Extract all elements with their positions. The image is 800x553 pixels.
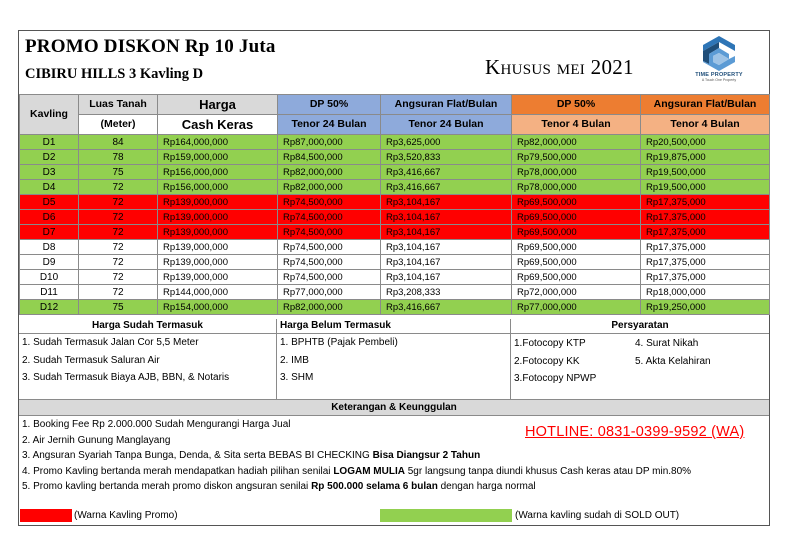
cell-harga: Rp139,000,000 — [158, 195, 278, 210]
cell-harga: Rp139,000,000 — [158, 255, 278, 270]
cell-angsuran-4: Rp17,375,000 — [641, 270, 770, 285]
keterangan-line-3-text: 3. Angsuran Syariah Tanpa Bunga, Denda, & Sita serta BEBAS BI CHECKING — [22, 450, 373, 461]
cell-angsuran-4: Rp17,375,000 — [641, 240, 770, 255]
sold-color-swatch — [380, 509, 512, 522]
promo-color-swatch — [20, 509, 72, 522]
promo-subtitle: CIBIRU HILLS 3 Kavling D — [25, 66, 204, 82]
table-row — [20, 270, 770, 285]
cell-dp-24: Rp82,000,000 — [278, 300, 381, 315]
keterangan-line-3-bold: Bisa Diangsur 2 Tahun — [372, 450, 481, 461]
cell-dp-24: Rp82,000,000 — [278, 165, 381, 180]
cell-dp-24: Rp82,000,000 — [278, 180, 381, 195]
cell-kavling: D12 — [20, 300, 79, 315]
cell-dp-24: Rp74,500,000 — [278, 240, 381, 255]
cell-dp-24: Rp74,500,000 — [278, 270, 381, 285]
keterangan-line-3 — [19, 448, 769, 464]
cell-angsuran-4: Rp19,250,000 — [641, 300, 770, 315]
cell-kavling: D2 — [20, 150, 79, 165]
cell-angsuran-24: Rp3,416,667 — [381, 300, 512, 315]
persyaratan — [511, 319, 769, 399]
syarat-heading: Persyaratan — [511, 319, 769, 334]
cell-harga: Rp159,000,000 — [158, 150, 278, 165]
sudah-heading: Harga Sudah Termasuk — [19, 319, 276, 334]
syarat-right-list — [632, 335, 711, 370]
keterangan-line-5-text: 5. Promo kavling bertanda merah promo diskon angsuran senilai — [22, 481, 312, 492]
header-tenor-4-dp: Tenor 4 Bulan — [512, 115, 641, 135]
cell-luas: 72 — [79, 195, 158, 210]
cell-luas: 78 — [79, 150, 158, 165]
list-item: 2.Fotocopy KK — [514, 355, 580, 367]
cell-harga: Rp139,000,000 — [158, 240, 278, 255]
cell-dp-4: Rp77,000,000 — [512, 300, 641, 315]
keterangan-line-5-bold: Rp 500.000 selama 6 bulan — [311, 481, 438, 492]
cell-harga: Rp156,000,000 — [158, 165, 278, 180]
cell-kavling: D7 — [20, 225, 79, 240]
table-row — [20, 180, 770, 195]
keterangan-line-4-rest: 5gr langsung tanpa diundi khusus Cash keras atau DP min.80% — [404, 465, 692, 477]
price-table — [19, 94, 770, 315]
keterangan-line-4-text: 4. Promo Kavling bertanda merah mendapatkan hadiah pilihan senilai — [22, 465, 334, 477]
header-tenor-24-angsuran: Tenor 24 Bulan — [381, 115, 512, 135]
legend-promo — [19, 509, 279, 524]
cell-dp-4: Rp69,500,000 — [512, 225, 641, 240]
header-angsuran-24: Angsuran Flat/Bulan — [381, 95, 512, 115]
cell-kavling: D8 — [20, 240, 79, 255]
table-row — [20, 285, 770, 300]
cell-angsuran-4: Rp18,000,000 — [641, 285, 770, 300]
cell-kavling: D4 — [20, 180, 79, 195]
cell-angsuran-4: Rp17,375,000 — [641, 210, 770, 225]
cell-luas: 84 — [79, 135, 158, 150]
header-dp-4: DP 50% — [512, 95, 641, 115]
cell-angsuran-24: Rp3,520,833 — [381, 150, 512, 165]
cell-angsuran-24: Rp3,416,667 — [381, 165, 512, 180]
cell-angsuran-24: Rp3,625,000 — [381, 135, 512, 150]
cell-angsuran-24: Rp3,104,167 — [381, 210, 512, 225]
table-row — [20, 195, 770, 210]
cell-angsuran-4: Rp20,500,000 — [641, 135, 770, 150]
legend-sold — [380, 509, 769, 524]
cell-angsuran-4: Rp19,875,000 — [641, 150, 770, 165]
cell-dp-24: Rp74,500,000 — [278, 210, 381, 225]
list-item: 3.Fotocopy NPWP — [514, 373, 597, 384]
price-sheet — [18, 30, 770, 526]
cell-angsuran-4: Rp17,375,000 — [641, 225, 770, 240]
table-row — [20, 225, 770, 240]
cell-harga: Rp156,000,000 — [158, 180, 278, 195]
list-item: 1.Fotocopy KTP — [514, 338, 586, 349]
logo-text: TIME PROPERTY — [695, 72, 743, 78]
cell-angsuran-24: Rp3,208,333 — [381, 285, 512, 300]
keterangan-heading: Keterangan & Keunggulan — [19, 400, 769, 416]
harga-belum-termasuk — [277, 319, 511, 399]
cell-angsuran-24: Rp3,104,167 — [381, 270, 512, 285]
header-harga-cash: Cash Keras — [158, 115, 278, 135]
cell-dp-4: Rp69,500,000 — [512, 255, 641, 270]
keterangan-section — [19, 399, 769, 526]
cell-luas: 75 — [79, 300, 158, 315]
cell-angsuran-24: Rp3,104,167 — [381, 240, 512, 255]
cell-kavling: D1 — [20, 135, 79, 150]
info-section — [19, 319, 769, 399]
list-item: 1. Sudah Termasuk Jalan Cor 5,5 Meter — [22, 337, 199, 348]
list-item: 2. IMB — [280, 354, 309, 366]
khusus-label: Khusus mei 2021 — [485, 55, 634, 79]
cell-dp-4: Rp78,000,000 — [512, 180, 641, 195]
cell-luas: 72 — [79, 285, 158, 300]
belum-heading: Harga Belum Termasuk — [277, 319, 510, 334]
cell-dp-24: Rp74,500,000 — [278, 255, 381, 270]
cell-kavling: D11 — [20, 285, 79, 300]
cell-dp-4: Rp69,500,000 — [512, 195, 641, 210]
header-dp-24: DP 50% — [278, 95, 381, 115]
syarat-left-list — [511, 335, 596, 388]
table-row — [20, 240, 770, 255]
cell-dp-24: Rp77,000,000 — [278, 285, 381, 300]
harga-sudah-termasuk — [19, 319, 277, 399]
list-item: 5. Akta Kelahiran — [635, 355, 711, 367]
table-row — [20, 150, 770, 165]
cell-luas: 72 — [79, 270, 158, 285]
cell-luas: 72 — [79, 225, 158, 240]
cell-dp-24: Rp84,500,000 — [278, 150, 381, 165]
cell-angsuran-4: Rp19,500,000 — [641, 180, 770, 195]
cell-kavling: D3 — [20, 165, 79, 180]
logo-tagline: A Touch One Property — [701, 78, 737, 82]
cell-harga: Rp139,000,000 — [158, 210, 278, 225]
table-row — [20, 300, 770, 315]
header-tenor-4-angsuran: Tenor 4 Bulan — [641, 115, 770, 135]
cell-dp-4: Rp69,500,000 — [512, 270, 641, 285]
cell-harga: Rp139,000,000 — [158, 270, 278, 285]
cell-angsuran-24: Rp3,104,167 — [381, 195, 512, 210]
legend-promo-label: (Warna Kavling Promo) — [74, 510, 178, 521]
list-item: 3. SHM — [280, 372, 314, 383]
cell-kavling: D5 — [20, 195, 79, 210]
cell-kavling: D9 — [20, 255, 79, 270]
time-property-logo — [683, 34, 755, 92]
keterangan-line-2: 2. Air Jernih Gunung Manglayang — [22, 434, 171, 446]
cell-dp-4: Rp69,500,000 — [512, 240, 641, 255]
cell-kavling: D6 — [20, 210, 79, 225]
header-tenor-24-dp: Tenor 24 Bulan — [278, 115, 381, 135]
list-item: 1. BPHTB (Pajak Pembeli) — [280, 337, 398, 348]
cell-harga: Rp164,000,000 — [158, 135, 278, 150]
cell-angsuran-4: Rp17,375,000 — [641, 195, 770, 210]
cell-harga: Rp144,000,000 — [158, 285, 278, 300]
cell-luas: 72 — [79, 180, 158, 195]
header-angsuran-4: Angsuran Flat/Bulan — [641, 95, 770, 115]
table-row — [20, 165, 770, 180]
logo-mark-icon — [699, 34, 739, 72]
cell-dp-4: Rp69,500,000 — [512, 210, 641, 225]
header-luas-unit: (Meter) — [79, 115, 158, 135]
header-harga: Harga — [158, 95, 278, 115]
cell-dp-4: Rp78,000,000 — [512, 165, 641, 180]
cell-dp-4: Rp72,000,000 — [512, 285, 641, 300]
cell-luas: 75 — [79, 165, 158, 180]
cell-luas: 72 — [79, 255, 158, 270]
cell-harga: Rp139,000,000 — [158, 225, 278, 240]
cell-luas: 72 — [79, 240, 158, 255]
cell-harga: Rp154,000,000 — [158, 300, 278, 315]
keterangan-line-5 — [19, 479, 769, 495]
keterangan-line-5-rest: dengan harga normal — [437, 481, 536, 492]
keterangan-line-4-bold: LOGAM MULIA — [333, 465, 405, 477]
cell-kavling: D10 — [20, 270, 79, 285]
header-luas: Luas Tanah — [79, 95, 158, 115]
list-item: 3. Sudah Termasuk Biaya AJB, BBN, & Notaris — [22, 372, 230, 383]
cell-dp-24: Rp87,000,000 — [278, 135, 381, 150]
list-item: 2. Sudah Termasuk Saluran Air — [22, 354, 160, 366]
cell-angsuran-4: Rp19,500,000 — [641, 165, 770, 180]
table-header-row-1 — [20, 95, 770, 115]
cell-angsuran-4: Rp17,375,000 — [641, 255, 770, 270]
cell-angsuran-24: Rp3,416,667 — [381, 180, 512, 195]
cell-luas: 72 — [79, 210, 158, 225]
header-kavling: Kavling — [20, 95, 79, 135]
table-row — [20, 255, 770, 270]
table-row — [20, 135, 770, 150]
cell-dp-4: Rp82,000,000 — [512, 135, 641, 150]
list-item: 4. Surat Nikah — [635, 338, 699, 349]
cell-dp-24: Rp74,500,000 — [278, 225, 381, 240]
cell-angsuran-24: Rp3,104,167 — [381, 255, 512, 270]
table-row — [20, 210, 770, 225]
legend-sold-label: (Warna kavling sudah di SOLD OUT) — [515, 510, 680, 521]
cell-angsuran-24: Rp3,104,167 — [381, 225, 512, 240]
keterangan-line-4 — [19, 464, 769, 480]
hotline-link[interactable]: HOTLINE: 0831-0399-9592 (WA) — [525, 424, 745, 440]
cell-dp-24: Rp74,500,000 — [278, 195, 381, 210]
sheet-header — [19, 31, 769, 94]
promo-title: PROMO DISKON Rp 10 Juta — [25, 36, 276, 57]
table-header-row-2 — [20, 115, 770, 135]
keterangan-line-1: 1. Booking Fee Rp 2.000.000 Sudah Mengurangi Harga Jual — [22, 419, 291, 430]
cell-dp-4: Rp79,500,000 — [512, 150, 641, 165]
